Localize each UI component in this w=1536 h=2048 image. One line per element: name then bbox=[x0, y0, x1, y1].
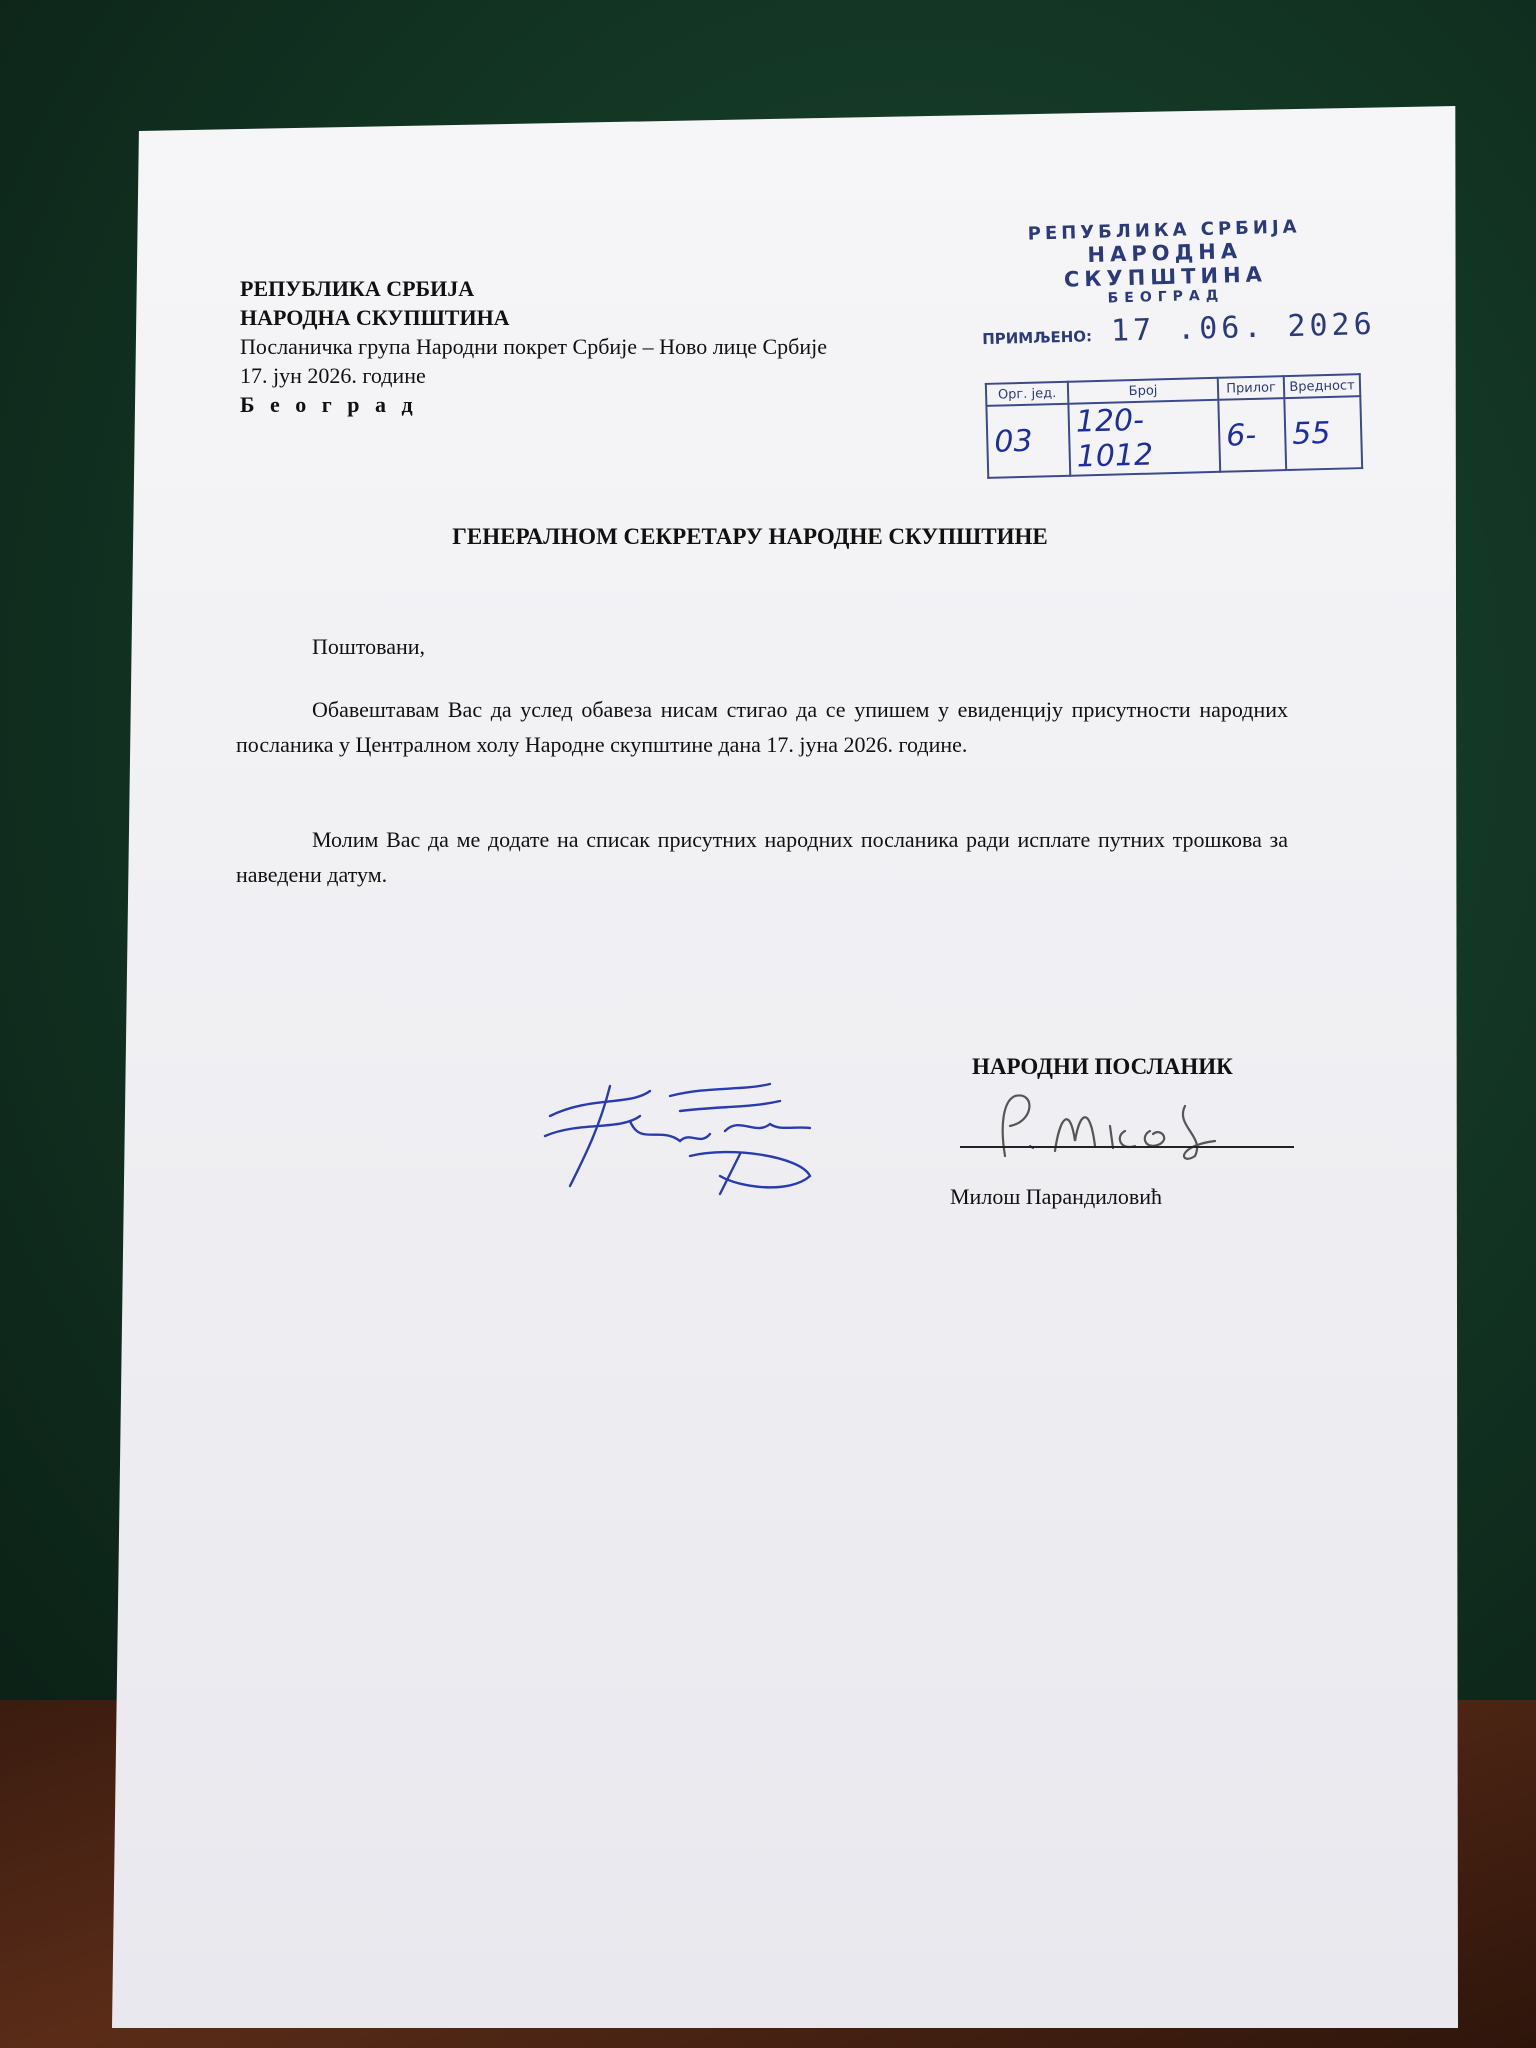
stamp-city: БЕОГРАД bbox=[1107, 287, 1225, 307]
stamp-header-org: Орг. јед. bbox=[986, 382, 1069, 406]
reception-stamp-header bbox=[984, 215, 1346, 309]
signer-name: Милош Парандиловић bbox=[950, 1184, 1163, 1209]
handwritten-signature-left bbox=[540, 1076, 830, 1196]
stamp-header-number: Број bbox=[1068, 378, 1219, 404]
stamp-value-value: 55 bbox=[1284, 396, 1362, 470]
stamp-received-label: ПРИМЉЕНО: bbox=[981, 327, 1093, 349]
stamp-country: РЕПУБЛИКА СРБИЈА bbox=[1027, 216, 1301, 245]
body-paragraph-2: Молим Вас да ме додате на списак присутних народних посланика ради исплате путних трошкова за наведени датум. bbox=[236, 827, 1288, 887]
sender-group: Посланичка група Народни покрет Србије – Ново лице Србије bbox=[240, 334, 827, 359]
sender-institution: НАРОДНА СКУПШТИНА bbox=[240, 305, 510, 330]
stamp-value-attachment: 6- bbox=[1218, 398, 1286, 472]
signer-title: НАРОДНИ ПОСЛАНИК bbox=[972, 1054, 1233, 1079]
stamp-registry-table bbox=[985, 373, 1363, 479]
sender-block bbox=[240, 274, 827, 419]
sender-date: 17. јун 2026. године bbox=[240, 363, 426, 388]
stamp-value-org: 03 bbox=[986, 404, 1070, 478]
sender-city: Б е о г р а д bbox=[240, 392, 418, 417]
handwritten-signature-right bbox=[975, 1086, 1255, 1166]
stamp-value-number: 120-1012 bbox=[1068, 400, 1220, 476]
body-paragraph-1: Обавештавам Вас да услед обавеза нисам стигао да се упишем у евиденцију присутности народних посланика у Централном холу Народне скупштине дана 17. јуна 2026. године. bbox=[236, 697, 1288, 757]
addressee-heading: ГЕНЕРАЛНОМ СЕКРЕТАРУ НАРОДНЕ СКУПШТИНЕ bbox=[452, 524, 1048, 549]
stamp-institution: НАРОДНА СКУПШТИНА bbox=[1063, 238, 1268, 292]
salutation: Поштовани, bbox=[312, 634, 426, 659]
sender-country: РЕПУБЛИКА СРБИЈА bbox=[240, 276, 475, 301]
stamp-received-date: 17 .06. 2026 bbox=[1110, 306, 1377, 349]
stamp-header-attachment: Прилог bbox=[1218, 376, 1285, 400]
signature-line bbox=[960, 1146, 1294, 1148]
stamp-header-value: Вредност bbox=[1284, 374, 1361, 398]
